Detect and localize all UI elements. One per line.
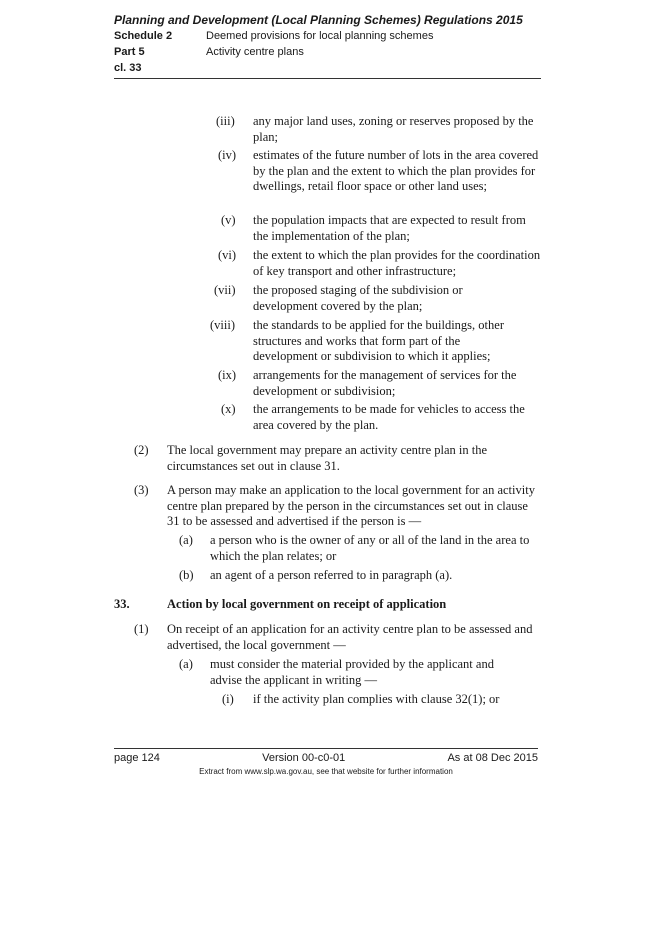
paragraph-a <box>0 533 652 565</box>
item-number: (ix) <box>218 368 237 382</box>
section-heading <box>0 597 652 613</box>
subclause-text: On receipt of an application for an activity centre plan to be assessed and advertised, the local government — <box>167 622 533 652</box>
schedule-row <box>114 28 541 44</box>
version-label: Version 00-c0-01 <box>262 752 346 764</box>
subparagraph-i <box>0 692 652 708</box>
subclause-number: (2) <box>134 443 149 457</box>
schedule-text: Deemed provisions for local planning schemes <box>206 30 434 42</box>
item-number: (viii) <box>210 318 235 332</box>
list-item <box>0 114 652 146</box>
part-text: Activity centre plans <box>206 46 304 58</box>
paragraph-text: an agent of a person referred to in paragraph (a). <box>210 568 453 582</box>
subclause-number: (3) <box>134 483 149 497</box>
list-item <box>0 213 652 245</box>
subclause-text: A person may make an application to the local government for an activity centre plan prepared by the person in the circumstances set out in clause 31 to be assessed and advertised if the person is — <box>167 483 535 528</box>
list-item <box>0 402 652 434</box>
schedule-label: Schedule 2 <box>114 30 173 42</box>
item-text: the standards to be applied for the buildings, other structures and works that form part of the development or subdivision to which it applies; <box>253 318 504 363</box>
item-number: (vii) <box>214 283 236 297</box>
document-title: Planning and Development (Local Planning Schemes) Regulations 2015 <box>114 13 523 27</box>
item-text: estimates of the future number of lots in the area covered by the plan and the extent to which the plan provides for dwellings, retail floor space or other land uses; <box>253 148 539 193</box>
list-item <box>0 368 652 400</box>
item-text: the arrangements to be made for vehicles to access the area covered by the plan. <box>253 402 525 432</box>
item-number: (vi) <box>218 248 237 262</box>
as-at-date: As at 08 Dec 2015 <box>447 752 538 764</box>
part-row <box>114 44 541 60</box>
subclause-1 <box>0 622 652 654</box>
footer-divider <box>114 748 538 749</box>
list-item <box>0 248 652 280</box>
item-text: the extent to which the plan provides for the coordination of key transport and other infrastructure; <box>253 248 541 278</box>
paragraph-text: must consider the material provided by the applicant and advise the applicant in writing — <box>210 657 494 687</box>
item-text: the proposed staging of the subdivision or development covered by the plan; <box>253 283 463 313</box>
footer-row <box>114 750 538 766</box>
item-text: any major land uses, zoning or reserves proposed by the plan; <box>253 114 534 144</box>
page-header <box>114 12 541 79</box>
item-number: (iv) <box>218 148 237 162</box>
subclause-2 <box>0 443 652 475</box>
subclause-text: The local government may prepare an activity centre plan in the circumstances set out in clause 31. <box>167 443 488 473</box>
subclause-3 <box>0 483 652 531</box>
list-item <box>0 283 652 315</box>
paragraph-number: (a) <box>179 657 193 671</box>
page-footer <box>114 748 538 778</box>
paragraph-text: a person who is the owner of any or all of the land in the area to which the plan relates; or <box>210 533 530 563</box>
item-text: the population impacts that are expected to result from the implementation of the plan; <box>253 213 526 243</box>
header-divider <box>114 78 541 79</box>
paragraph-b <box>0 568 652 584</box>
list-item <box>0 318 652 366</box>
subparagraph-number: (i) <box>222 692 234 706</box>
paragraph-a <box>0 657 652 689</box>
paragraph-number: (b) <box>179 568 194 582</box>
paragraph-number: (a) <box>179 533 193 547</box>
item-text: arrangements for the management of services for the development or subdivision; <box>253 368 517 398</box>
clause-label: cl. 33 <box>114 62 142 74</box>
item-number: (x) <box>221 402 236 416</box>
subclause-number: (1) <box>134 622 149 636</box>
subparagraph-text: if the activity plan complies with clause 32(1); or <box>253 692 500 706</box>
part-label: Part 5 <box>114 46 145 58</box>
section-title: Action by local government on receipt of application <box>167 597 447 611</box>
extract-notice: Extract from www.slp.wa.gov.au, see that website for further information <box>199 767 453 776</box>
section-number: 33. <box>114 597 130 611</box>
list-item <box>0 148 652 212</box>
page-number: page 124 <box>114 752 160 764</box>
item-number: (v) <box>221 213 236 227</box>
item-number: (iii) <box>216 114 235 128</box>
